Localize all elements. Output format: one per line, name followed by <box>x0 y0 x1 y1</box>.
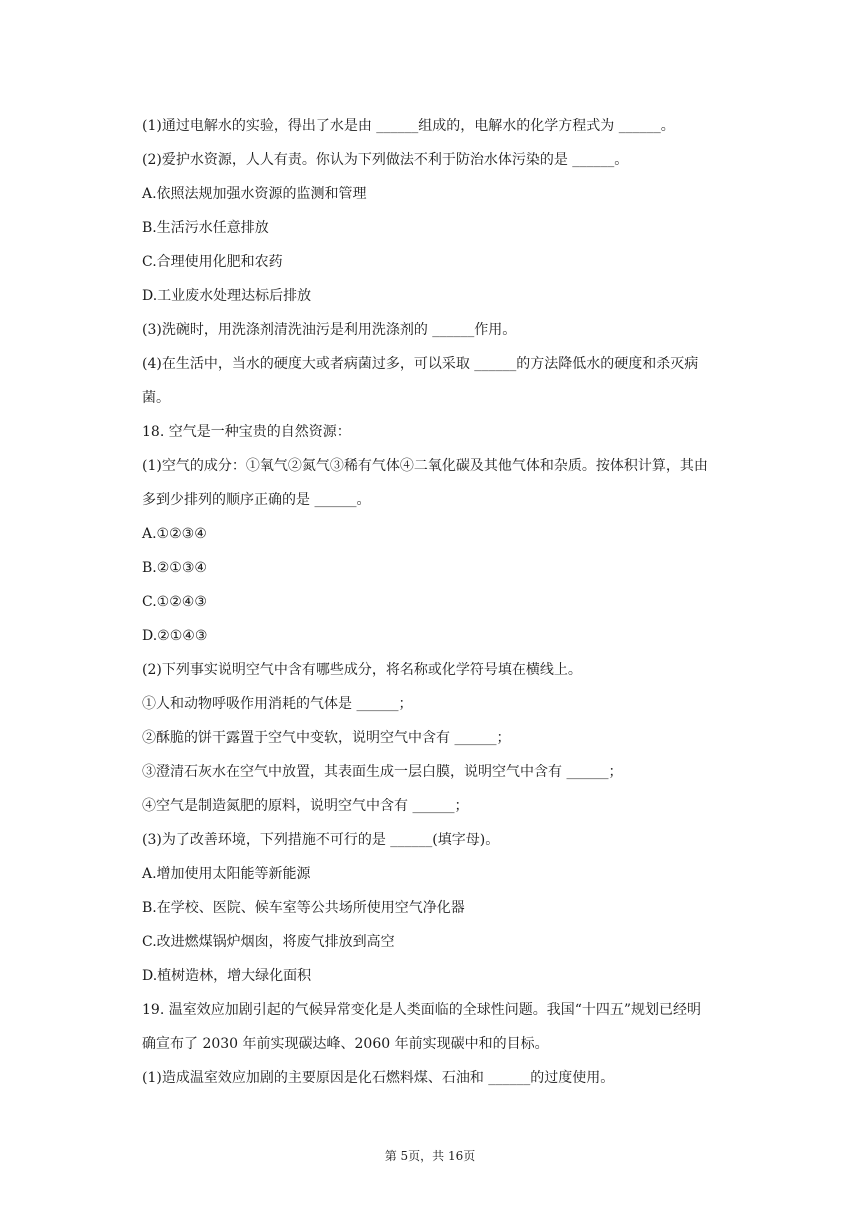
question-heading: 18. 空气是一种宝贵的自然资源： <box>142 424 351 440</box>
option-line: A.依照法规加强水资源的监测和管理 <box>142 186 367 202</box>
text-line: (1)造成温室效应加剧的主要原因是化石燃料煤、石油和 ______的过度使用。 <box>142 1070 615 1086</box>
text-line: (1)通过电解水的实验，得出了水是由 ______组成的，电解水的化学方程式为 ______。 <box>142 118 675 134</box>
text-line: (1)空气的成分：①氧气②氮气③稀有气体④二氧化碳及其他气体和杂质。按体积计算，其由 <box>142 458 708 474</box>
text-line: 菌。 <box>142 390 170 406</box>
option-line: D.②①④③ <box>142 628 208 644</box>
option-line: B.②①③④ <box>142 560 207 576</box>
text-line: (3)为了改善环境，下列措施不可行的是 ______(填字母)。 <box>142 832 500 848</box>
option-line: A.①②③④ <box>142 526 207 542</box>
option-line: B.生活污水任意排放 <box>142 220 269 236</box>
option-line: C.①②④③ <box>142 594 207 610</box>
option-line: C.合理使用化肥和农药 <box>142 254 283 270</box>
question-heading: 19. 温室效应加剧引起的气候异常变化是人类面临的全球性问题。我国“十四五”规划已经明 <box>142 1002 702 1018</box>
text-line: (3)洗碗时，用洗涤剂清洗油污是利用洗涤剂的 ______作用。 <box>142 322 517 338</box>
text-line: (2)爱护水资源，人人有责。你认为下列做法不利于防治水体污染的是 ______。 <box>142 152 629 168</box>
text-line: (2)下列事实说明空气中含有哪些成分，将名称或化学符号填在横线上。 <box>142 662 582 678</box>
option-line: C.改进燃煤锅炉烟囱，将废气排放到高空 <box>142 934 395 950</box>
text-line: ④空气是制造氮肥的原料，说明空气中含有 ______； <box>142 798 469 814</box>
text-line: ②酥脆的饼干露置于空气中变软，说明空气中含有 ______； <box>142 730 511 746</box>
text-line: 多到少排列的顺序正确的是 ______。 <box>142 492 371 508</box>
option-line: D.植树造林，增大绿化面积 <box>142 968 312 984</box>
text-line: ①人和动物呼吸作用消耗的气体是 ______； <box>142 696 413 712</box>
page-content <box>142 109 762 1095</box>
page-footer: 第 5页，共 16页 <box>384 1149 476 1163</box>
text-line: 确宣布了 2030 年前实现碳达峰、2060 年前实现碳中和的目标。 <box>142 1036 549 1052</box>
option-line: A.增加使用太阳能等新能源 <box>142 866 311 882</box>
text-line: ③澄清石灰水在空气中放置，其表面生成一层白膜，说明空气中含有 ______； <box>142 764 623 780</box>
option-line: D.工业废水处理达标后排放 <box>142 288 312 304</box>
text-line: (4)在生活中，当水的硬度大或者病菌过多，可以采取 ______的方法降低水的硬度和杀灭病 <box>142 356 699 372</box>
option-line: B.在学校、医院、候车室等公共场所使用空气净化器 <box>142 900 465 916</box>
